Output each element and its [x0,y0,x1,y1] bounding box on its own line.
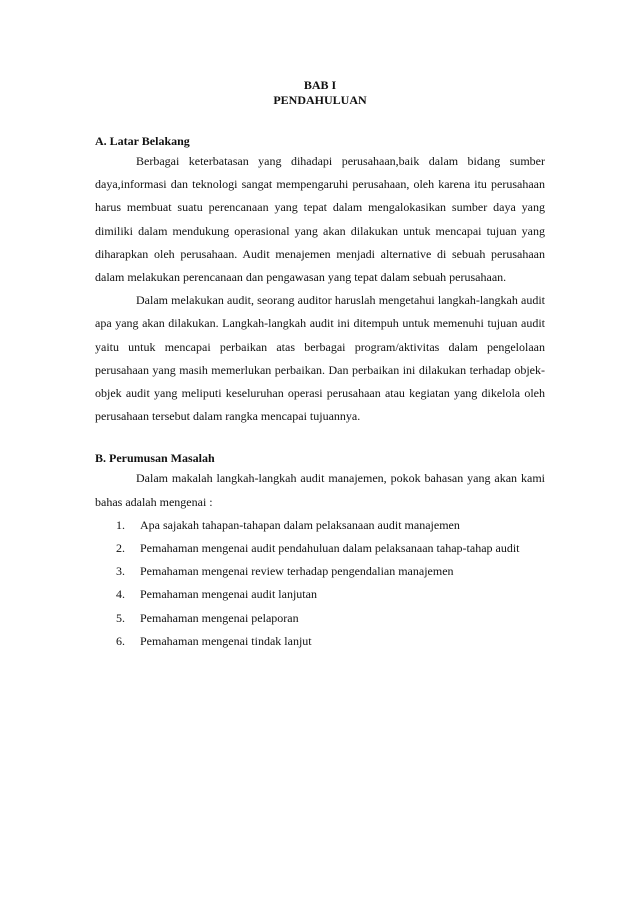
list-item-number: 1. [116,517,125,532]
section-b-heading: B. Perumusan Masalah [95,451,215,466]
list-item-text: Pemahaman mengenai pelaporan [140,610,299,625]
section-a-paragraph-1: Berbagai keterbatasan yang dihadapi perusahaan,baik dalam bidang sumber daya,informasi dan teknologi sangat mempengaruhi perusahaan, oleh karena itu perusahaan harus membuat suatu perencanaan yang tepat dalam mengalokasikan sumber daya yang dimiliki dalam mendukung operasional yang akan dilakukan untuk mencapai tujuan yang diharapkan oleh perusahaan. Audit menajemen menjadi alternative di sebuah perusahaan dalam melakukan perencanaan dan pengawasan yang tepat dalam sebuah perusahaan. [95,154,545,285]
list-item [95,560,545,583]
list-item [95,514,545,537]
problem-list [95,514,545,653]
section-a-paragraph-2: Dalam melakukan audit, seorang auditor haruslah mengetahui langkah-langkah audit apa yang akan dilakukan. Langkah-langkah audit ini ditempuh untuk memenuhi tujuan audit yaitu untuk mencapai perbaikan atas berbagai program/aktivitas dalam pengelolaan perusahaan yang masih memerlukan perbaikan. Dan perbaikan ini dilakukan terhadap objek-objek audit yang meliputi keseluruhan operasi perusahaan atau kegiatan yang dikelola oleh perusahaan tersebut dalam rangka mencapai tujuannya. [95,293,545,424]
list-item-text: Pemahaman mengenai audit lanjutan [140,587,317,602]
list-item-number: 3. [116,564,125,579]
document-page [95,78,545,653]
list-item-text: Apa sajakah tahapan-tahapan dalam pelaksanaan audit manajemen [140,517,460,532]
list-item-text: Pemahaman mengenai tindak lanjut [140,633,312,648]
list-item [95,630,545,653]
list-item [95,537,545,560]
section-a-heading: A. Latar Belakang [95,134,190,148]
list-item-number: 2. [116,541,125,556]
list-item-number: 5. [116,610,125,625]
list-item [95,607,545,630]
list-item [95,583,545,606]
list-item-text: Pemahaman mengenai review terhadap pengendalian manajemen [140,564,454,579]
list-item-text: Pemahaman mengenai audit pendahuluan dalam pelaksanaan tahap-tahap audit [140,541,520,556]
chapter-number: BAB I [303,78,337,92]
list-item-number: 4. [116,587,125,602]
chapter-title: PENDAHULUAN [273,93,367,107]
list-item-number: 6. [116,633,125,648]
section-b-intro: Dalam makalah langkah-langkah audit manajemen, pokok bahasan yang akan kami bahas adalah mengenai : [95,471,545,509]
